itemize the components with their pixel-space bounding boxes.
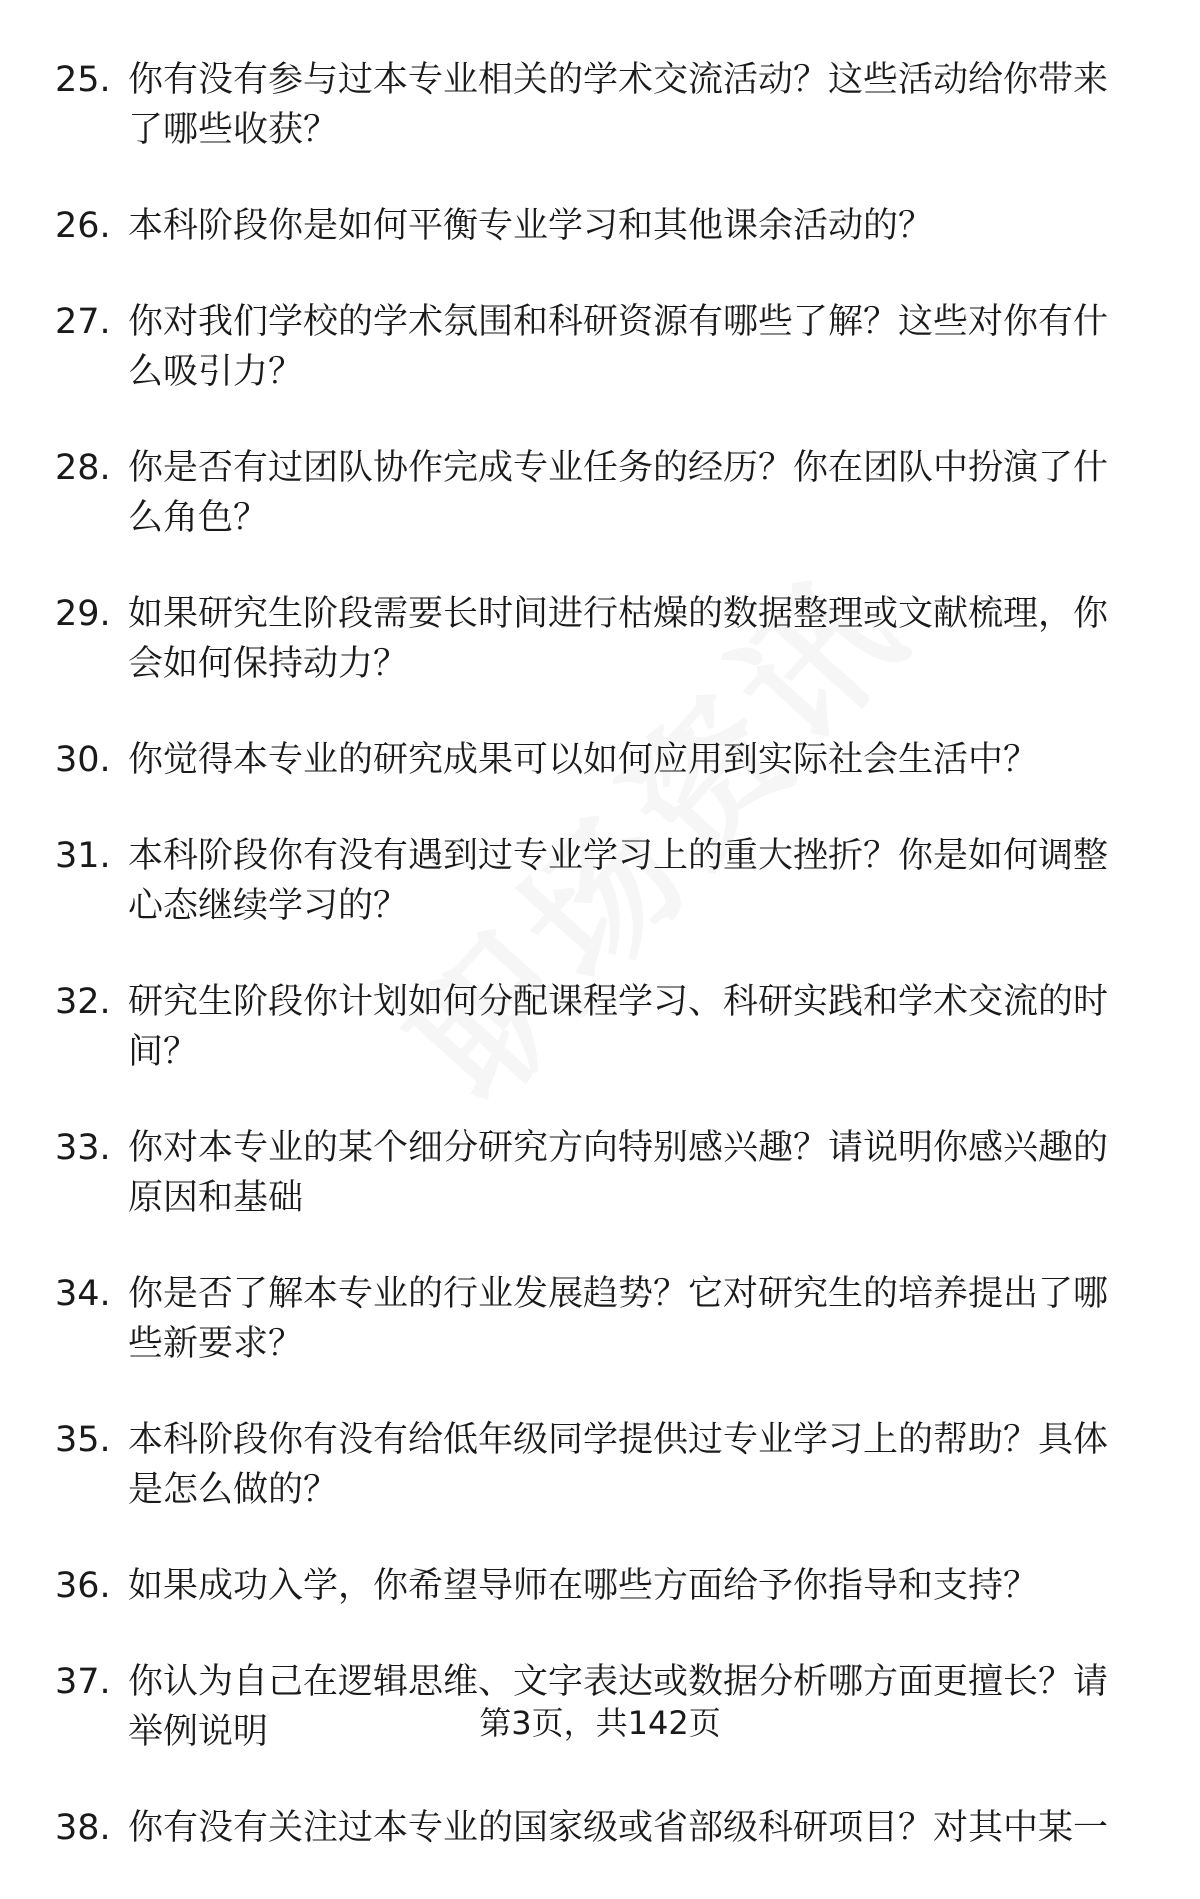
question-text: 你有没有关注过本专业的国家级或省部级科研项目？对其中某一 — [128, 1808, 1109, 1848]
page-number: 第3页，共142页 — [479, 1704, 721, 1742]
question-item — [0, 1123, 1200, 1223]
question-text: 你认为自己在逻辑思维、文字表达或数据分析哪方面更擅长？请举例说明 — [128, 1662, 1109, 1752]
question-number: 37. — [55, 1662, 111, 1702]
question-item — [0, 1269, 1200, 1369]
question-item — [0, 831, 1200, 931]
question-number: 36. — [55, 1566, 111, 1606]
question-text: 本科阶段你有没有遇到过专业学习上的重大挫折？你是如何调整心态继续学习的？ — [128, 836, 1109, 926]
question-text: 你是否有过团队协作完成专业任务的经历？你在团队中扮演了什么角色？ — [128, 448, 1109, 538]
question-item — [0, 1561, 1200, 1611]
question-number: 32. — [55, 982, 111, 1022]
question-number: 34. — [55, 1274, 111, 1314]
question-text: 你觉得本专业的研究成果可以如何应用到实际社会生活中？ — [128, 740, 1039, 780]
question-text: 你有没有参与过本专业相关的学术交流活动？这些活动给你带来了哪些收获？ — [128, 60, 1109, 150]
question-text: 研究生阶段你计划如何分配课程学习、科研实践和学术交流的时间？ — [128, 982, 1109, 1072]
question-number: 29. — [55, 594, 111, 634]
question-number: 33. — [55, 1128, 111, 1168]
question-item — [0, 443, 1200, 543]
question-text: 如果研究生阶段需要长时间进行枯燥的数据整理或文献梳理，你会如何保持动力？ — [128, 594, 1109, 684]
question-number: 26. — [55, 206, 111, 246]
page-footer — [0, 1703, 1200, 1743]
question-list — [0, 55, 1200, 1899]
question-number: 25. — [55, 60, 111, 100]
question-item — [0, 297, 1200, 397]
question-text: 你对本专业的某个细分研究方向特别感兴趣？请说明你感兴趣的原因和基础 — [128, 1128, 1109, 1218]
question-number: 31. — [55, 836, 111, 876]
question-text: 本科阶段你是如何平衡专业学习和其他课余活动的？ — [128, 206, 934, 246]
question-item — [0, 977, 1200, 1077]
question-item — [0, 1415, 1200, 1515]
question-item — [0, 735, 1200, 785]
question-item — [0, 589, 1200, 689]
question-item — [0, 201, 1200, 251]
question-number: 30. — [55, 740, 111, 780]
question-number: 38. — [55, 1808, 111, 1848]
question-text: 如果成功入学，你希望导师在哪些方面给予你指导和支持？ — [128, 1566, 1039, 1606]
question-item — [0, 55, 1200, 155]
question-number: 28. — [55, 448, 111, 488]
question-number: 27. — [55, 302, 111, 342]
question-text: 你对我们学校的学术氛围和科研资源有哪些了解？这些对你有什么吸引力？ — [128, 302, 1109, 392]
question-number: 35. — [55, 1420, 111, 1460]
question-text: 你是否了解本专业的行业发展趋势？它对研究生的培养提出了哪些新要求？ — [128, 1274, 1109, 1364]
question-item — [0, 1803, 1200, 1853]
question-text: 本科阶段你有没有给低年级同学提供过专业学习上的帮助？具体是怎么做的？ — [128, 1420, 1109, 1510]
